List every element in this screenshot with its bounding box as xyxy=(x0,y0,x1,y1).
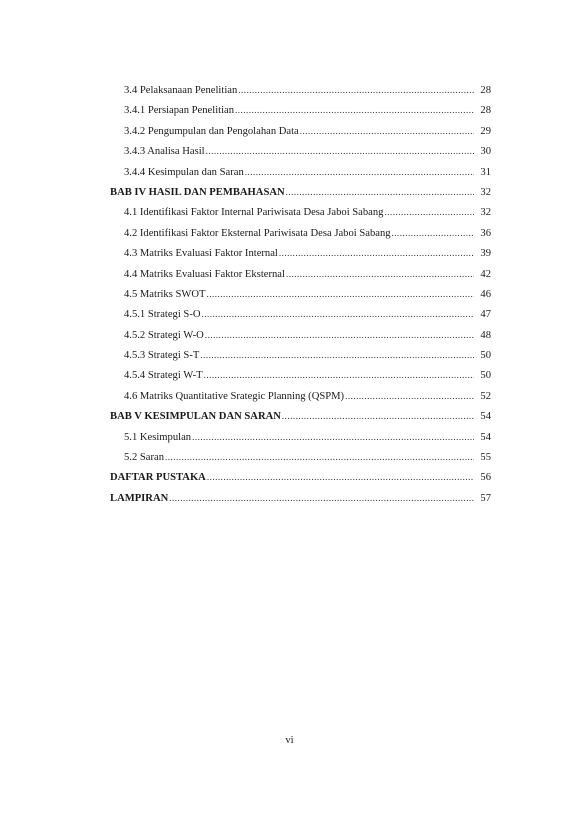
toc-entry-title: 5.2 Saran xyxy=(124,452,165,464)
toc-entry-title: 4.1 Identifikasi Faktor Internal Pariwisata Desa Jaboi Sabang xyxy=(124,207,384,219)
toc-entry-title: 5.1 Kesimpulan xyxy=(124,431,192,443)
toc-entry xyxy=(110,386,491,406)
toc-entry-page: 32 xyxy=(480,207,491,219)
toc-entry-page: 28 xyxy=(480,85,491,96)
toc-entry-page: 52 xyxy=(480,390,491,402)
toc-entry-page: 56 xyxy=(480,472,491,484)
toc-entry-title: 4.5 Matriks SWOT xyxy=(124,288,206,300)
toc-entry-page: 42 xyxy=(480,268,491,280)
dot-leader xyxy=(169,488,474,508)
toc-entry-title: BAB IV HASIL DAN PEMBAHASAN xyxy=(110,186,285,198)
toc-entry xyxy=(110,100,491,120)
toc-entry xyxy=(110,202,491,222)
toc-entry-title: LAMPIRAN xyxy=(110,492,169,504)
dot-leader xyxy=(345,386,474,406)
toc-entry-page: 36 xyxy=(480,227,491,239)
toc-entry-title: 4.5.2 Strategi W-O xyxy=(124,329,204,341)
dot-leader xyxy=(300,121,474,141)
toc-entry-page: 39 xyxy=(480,248,491,260)
page-number: vi xyxy=(285,735,294,746)
toc-entry-page: 28 xyxy=(480,105,491,117)
toc-entry-title: BAB V KESIMPULAN DAN SARAN xyxy=(110,411,281,423)
dot-leader xyxy=(238,80,474,100)
dot-leader xyxy=(192,427,474,447)
dot-leader xyxy=(202,304,474,324)
dot-leader xyxy=(282,406,474,426)
toc-entry xyxy=(110,325,491,345)
toc-entry-page: 32 xyxy=(480,186,491,198)
toc-entry-title: 4.6 Matriks Quantitative Srategic Planning (QSPM) xyxy=(124,390,345,402)
toc-entry-title: 4.5.4 Strategi W-T xyxy=(124,370,203,382)
toc-entry-title: 4.2 Identifikasi Faktor Eksternal Pariwisata Desa Jaboi Sabang xyxy=(124,227,391,239)
toc-chapter-entry xyxy=(110,467,491,487)
toc-entry-page: 31 xyxy=(480,166,491,178)
toc-entry-page: 47 xyxy=(480,309,491,321)
toc-entry xyxy=(110,80,491,100)
dot-leader xyxy=(384,202,474,222)
toc-entry-title: 4.4 Matriks Evaluasi Faktor Eksternal xyxy=(124,268,285,280)
dot-leader xyxy=(204,365,474,385)
toc-entry-title: 3.4 Pelaksanaan Penelitian xyxy=(124,85,238,96)
toc-entry-page: 46 xyxy=(480,288,491,300)
toc-entry xyxy=(110,304,491,324)
toc-entry-page: 30 xyxy=(480,146,491,158)
toc-entry xyxy=(110,141,491,161)
dot-leader xyxy=(200,345,474,365)
dot-leader xyxy=(235,100,474,120)
dot-leader xyxy=(207,467,474,487)
toc-entry-page: 57 xyxy=(480,492,491,504)
toc-entry-title: 3.4.1 Persiapan Penelitian xyxy=(124,105,235,117)
toc-entry-page: 55 xyxy=(480,452,491,464)
dot-leader xyxy=(205,325,474,345)
toc-entry xyxy=(110,121,491,141)
toc-entry-page: 54 xyxy=(480,411,491,423)
toc-chapter-entry xyxy=(110,182,491,202)
toc-entry-title: 4.5.1 Strategi S-O xyxy=(124,309,201,321)
toc-entry-title: 3.4.4 Kesimpulan dan Saran xyxy=(124,166,244,178)
toc-entry-title: 3.4.3 Analisa Hasil xyxy=(124,146,205,158)
toc-entry xyxy=(110,427,491,447)
dot-leader xyxy=(286,264,474,284)
dot-leader xyxy=(245,162,474,182)
dot-leader xyxy=(206,141,474,161)
toc-entry-title: 4.5.3 Strategi S-T xyxy=(124,350,200,362)
toc-entry xyxy=(110,243,491,263)
dot-leader xyxy=(286,182,474,202)
dot-leader xyxy=(165,447,474,467)
toc-entry xyxy=(110,284,491,304)
toc-entry xyxy=(110,365,491,385)
dot-leader xyxy=(207,284,474,304)
toc-entry-title: DAFTAR PUSTAKA xyxy=(110,472,206,484)
toc-entry-page: 29 xyxy=(480,125,491,137)
toc-entry-page: 54 xyxy=(480,431,491,443)
toc-entry-page: 50 xyxy=(480,350,491,362)
dot-leader xyxy=(392,223,474,243)
dot-leader xyxy=(279,243,474,263)
toc-entry-page: 48 xyxy=(480,329,491,341)
toc-chapter-entry xyxy=(110,488,491,508)
toc-entry xyxy=(110,162,491,182)
toc-entry-title: 4.3 Matriks Evaluasi Faktor Internal xyxy=(124,248,278,260)
toc-entry-title: 3.4.2 Pengumpulan dan Pengolahan Data xyxy=(124,125,299,137)
toc-chapter-entry xyxy=(110,406,491,426)
table-of-contents xyxy=(110,80,491,508)
toc-entry xyxy=(110,447,491,467)
toc-entry xyxy=(110,223,491,243)
toc-entry-page: 50 xyxy=(480,370,491,382)
toc-entry xyxy=(110,264,491,284)
toc-entry xyxy=(110,345,491,365)
